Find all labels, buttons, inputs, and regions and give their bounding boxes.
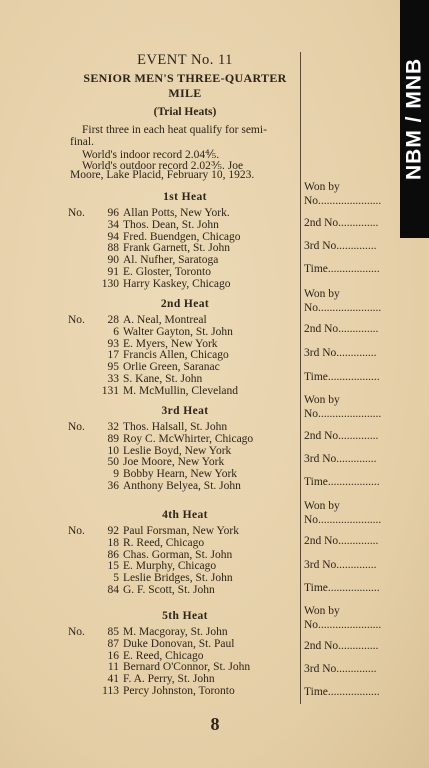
winner-no-field: No...................... bbox=[304, 408, 382, 420]
entry-row bbox=[68, 278, 300, 290]
event-title: EVENT No. 11 bbox=[137, 52, 233, 68]
entry-name: Thos. Halsall, St. John bbox=[123, 421, 228, 433]
entry-name: Harry Kaskey, Chicago bbox=[123, 277, 231, 290]
entry-number: 50 bbox=[107, 456, 119, 469]
entry-row bbox=[68, 560, 300, 572]
entry-number: 90 bbox=[107, 254, 119, 267]
entry-name: Leslie Bridges, St. John bbox=[123, 572, 233, 585]
entry-number: 95 bbox=[107, 361, 119, 374]
entry-no-label: No. bbox=[68, 626, 85, 638]
third-place-field: 3rd No.............. bbox=[304, 240, 377, 252]
entry-row bbox=[68, 650, 300, 662]
heat-title: 4th Heat bbox=[162, 509, 208, 521]
entry-number: 88 bbox=[107, 242, 119, 255]
entry-name: Bernard O'Connor, St. John bbox=[123, 661, 251, 674]
entry-row bbox=[68, 480, 300, 492]
entry-name: A. Neal, Montreal bbox=[123, 314, 207, 326]
entry-number: 36 bbox=[107, 480, 119, 492]
entry-number: 89 bbox=[107, 432, 119, 445]
entry-name: Al. Nufher, Saratoga bbox=[123, 254, 219, 267]
event-info-line: Moore, Lake Placid, February 10, 1923. bbox=[70, 169, 255, 181]
won-by-label: Won by bbox=[304, 500, 340, 512]
entry-row bbox=[68, 207, 300, 219]
entry-row bbox=[68, 584, 300, 596]
entry-no-label: No. bbox=[68, 525, 85, 537]
second-place-field: 2nd No.............. bbox=[304, 217, 379, 229]
third-place-field: 3rd No.............. bbox=[304, 453, 377, 465]
entry-number: 16 bbox=[107, 649, 119, 662]
entry-row bbox=[68, 349, 300, 361]
second-place-field: 2nd No.............. bbox=[304, 535, 379, 547]
entry-row bbox=[68, 468, 300, 480]
entry-name: E. Gloster, Toronto bbox=[123, 266, 211, 278]
column-divider bbox=[300, 52, 301, 704]
entry-name: Bobby Hearn, New York bbox=[123, 468, 238, 481]
entry-number: 15 bbox=[107, 560, 119, 573]
won-by-label: Won by bbox=[304, 288, 340, 300]
entry-row bbox=[68, 673, 300, 685]
entry-number: 6 bbox=[113, 325, 119, 338]
entry-row bbox=[68, 685, 300, 697]
won-by-label: Won by bbox=[304, 394, 340, 406]
entry-number: 92 bbox=[107, 525, 119, 537]
entry-number: 28 bbox=[107, 314, 119, 326]
archive-tab bbox=[400, 0, 429, 238]
entry-number: 32 bbox=[107, 421, 119, 433]
heat-title: 3rd Heat bbox=[161, 405, 209, 417]
event-info-line: final. bbox=[70, 136, 94, 148]
entry-number: 86 bbox=[107, 548, 119, 561]
entry-row bbox=[68, 326, 300, 338]
entry-row bbox=[68, 549, 300, 561]
entry-number: 33 bbox=[107, 373, 119, 385]
winner-no-field: No...................... bbox=[304, 302, 382, 314]
entry-number: 18 bbox=[107, 536, 119, 549]
entry-no-label: No. bbox=[68, 207, 85, 219]
entry-name: Orlie Green, Saranac bbox=[123, 361, 220, 374]
entry-name: Paul Forsman, New York bbox=[123, 525, 239, 537]
entry-name: M. McMullin, Cleveland bbox=[123, 384, 238, 397]
second-place-field: 2nd No.............. bbox=[304, 640, 379, 652]
entry-number: 87 bbox=[107, 637, 119, 650]
entry-number: 11 bbox=[107, 661, 119, 674]
entry-row bbox=[68, 433, 300, 445]
winner-no-field: No...................... bbox=[304, 195, 382, 207]
entry-number: 94 bbox=[107, 230, 119, 243]
winner-no-field: No...................... bbox=[304, 619, 382, 631]
entry-row bbox=[68, 338, 300, 350]
trial-heats-label: (Trial Heats) bbox=[153, 106, 217, 118]
heat-title: 2nd Heat bbox=[160, 298, 210, 310]
entry-row bbox=[68, 638, 300, 650]
entry-number: 113 bbox=[102, 685, 119, 697]
time-field: Time.................. bbox=[304, 476, 380, 488]
entry-name: Thos. Dean, St. John bbox=[123, 218, 219, 231]
entry-number: 93 bbox=[107, 337, 119, 350]
entry-row bbox=[68, 456, 300, 468]
entry-name: R. Reed, Chicago bbox=[123, 536, 205, 549]
event-info-line: World's indoor record 2.04⅘. bbox=[82, 149, 220, 161]
event-info-line: First three in each heat qualify for semi- bbox=[82, 124, 267, 136]
entry-name: Frank Garnett, St. John bbox=[123, 242, 231, 255]
entry-number: 10 bbox=[107, 444, 119, 457]
entry-number: 85 bbox=[107, 626, 119, 638]
event-info-line: World's outdoor record 2.02⅗. Joe bbox=[82, 160, 244, 172]
time-field: Time.................. bbox=[304, 263, 380, 275]
entry-number: 131 bbox=[101, 384, 119, 397]
entry-name: Leslie Boyd, New York bbox=[123, 444, 232, 457]
time-field: Time.................. bbox=[304, 371, 380, 383]
entry-row bbox=[68, 421, 300, 433]
second-place-field: 2nd No.............. bbox=[304, 323, 379, 335]
entry-number: 9 bbox=[113, 468, 119, 481]
entry-row bbox=[68, 242, 300, 254]
entry-row bbox=[68, 572, 300, 584]
entry-row bbox=[68, 385, 300, 397]
entry-row bbox=[68, 266, 300, 278]
entry-name: M. Macgoray, St. John bbox=[123, 626, 228, 638]
entry-name: S. Kane, St. John bbox=[123, 373, 203, 385]
entry-number: 34 bbox=[107, 218, 119, 231]
entry-name: Fred. Buendgen, Chicago bbox=[123, 230, 241, 243]
entry-row bbox=[68, 254, 300, 266]
entry-row bbox=[68, 661, 300, 673]
second-place-field: 2nd No.............. bbox=[304, 430, 379, 442]
entry-number: 96 bbox=[107, 207, 119, 219]
entry-number: 41 bbox=[107, 673, 119, 686]
page-number: 8 bbox=[210, 714, 220, 734]
entry-name: Roy C. McWhirter, Chicago bbox=[123, 432, 254, 445]
entry-name: F. A. Perry, St. John bbox=[123, 673, 215, 686]
entry-number: 84 bbox=[107, 584, 119, 596]
third-place-field: 3rd No.............. bbox=[304, 663, 377, 675]
entry-name: Anthony Belyea, St. John bbox=[123, 480, 241, 492]
entry-row bbox=[68, 525, 300, 537]
archive-tab-label: NBM / MNB bbox=[402, 57, 426, 181]
entry-number: 17 bbox=[107, 349, 119, 362]
entry-number: 130 bbox=[101, 277, 119, 290]
entry-row bbox=[68, 219, 300, 231]
won-by-label: Won by bbox=[304, 181, 340, 193]
third-place-field: 3rd No.............. bbox=[304, 347, 377, 359]
entry-number: 91 bbox=[107, 266, 119, 278]
entry-name: Percy Johnston, Toronto bbox=[123, 685, 235, 697]
entry-row bbox=[68, 537, 300, 549]
heat-title: 5th Heat bbox=[162, 610, 208, 622]
entry-name: G. F. Scott, St. John bbox=[123, 584, 215, 596]
entry-name: Joe Moore, New York bbox=[123, 456, 225, 469]
entry-name: E. Reed, Chicago bbox=[123, 649, 204, 662]
entry-number: 5 bbox=[113, 572, 119, 585]
event-subtitle: SENIOR MEN'S THREE-QUARTER MILE bbox=[83, 71, 287, 100]
winner-no-field: No...................... bbox=[304, 514, 382, 526]
third-place-field: 3rd No.............. bbox=[304, 559, 377, 571]
entry-name: Chas. Gorman, St. John bbox=[123, 548, 233, 561]
entry-row bbox=[68, 361, 300, 373]
heat-title: 1st Heat bbox=[163, 191, 207, 203]
entry-no-label: No. bbox=[68, 421, 85, 433]
entry-name: E. Myers, New York bbox=[123, 337, 218, 350]
entry-no-label: No. bbox=[68, 314, 85, 326]
entry-name: Duke Donovan, St. Paul bbox=[123, 637, 235, 650]
entry-row bbox=[68, 231, 300, 243]
entry-name: E. Murphy, Chicago bbox=[123, 560, 217, 573]
entry-row bbox=[68, 373, 300, 385]
entry-row bbox=[68, 445, 300, 457]
entry-name: Walter Gayton, St. John bbox=[123, 325, 233, 338]
time-field: Time.................. bbox=[304, 582, 380, 594]
entry-name: Francis Allen, Chicago bbox=[123, 349, 229, 362]
entry-name: Allan Potts, New York. bbox=[123, 207, 230, 219]
time-field: Time.................. bbox=[304, 686, 380, 698]
entry-row bbox=[68, 626, 300, 638]
entry-row bbox=[68, 314, 300, 326]
won-by-label: Won by bbox=[304, 605, 340, 617]
